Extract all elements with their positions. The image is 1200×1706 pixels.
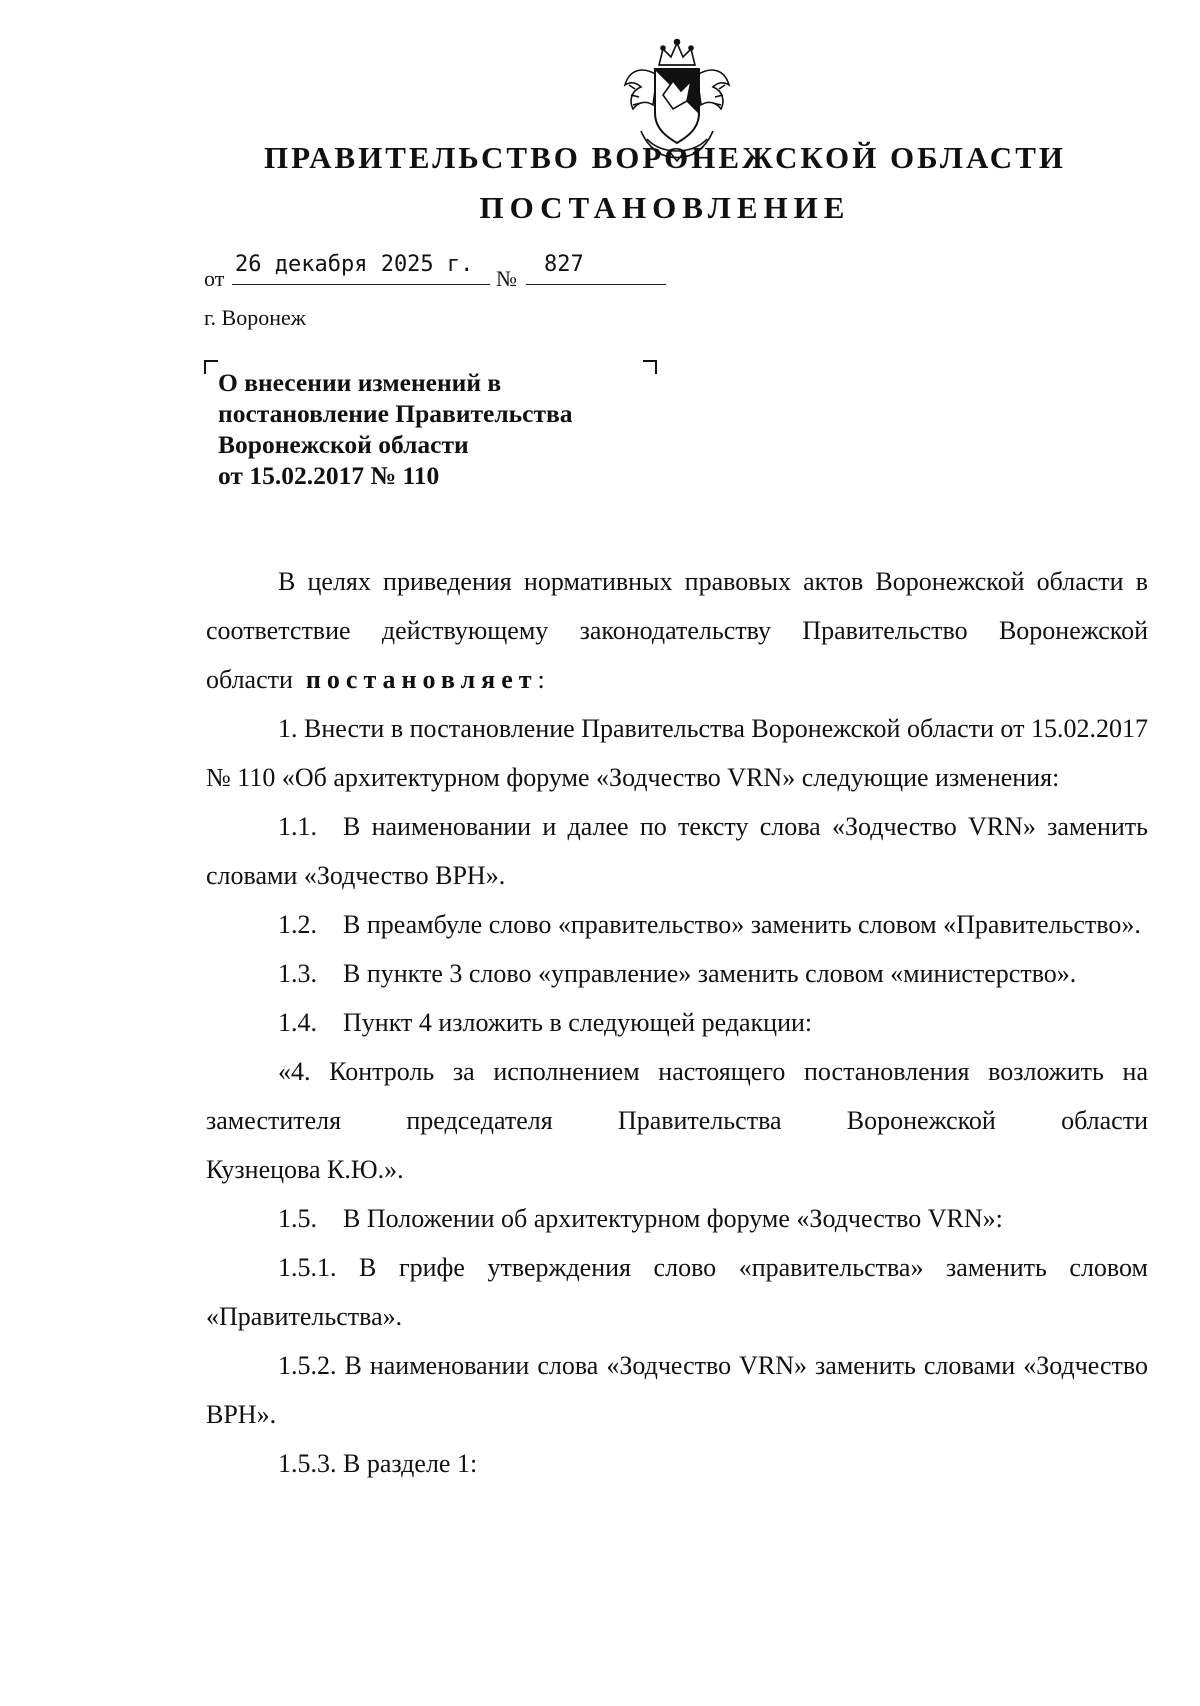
preamble-keyword: постановляет: [305, 665, 538, 694]
item-number: 1.5.: [278, 1204, 317, 1233]
paragraph-1-3: [206, 949, 1148, 998]
item-number: 1.1.: [278, 812, 317, 841]
document-body: [206, 557, 1148, 1488]
date-number-line: [204, 252, 684, 292]
paragraph-1-1: [206, 802, 1148, 900]
item-number: 1.3.: [278, 959, 317, 988]
government-title: ПРАВИТЕЛЬСТВО ВОРОНЕЖСКОЙ ОБЛАСТИ: [264, 140, 1066, 175]
number-prefix: №: [496, 266, 517, 291]
preamble-colon: :: [537, 665, 545, 694]
document-number: 827: [544, 252, 584, 277]
item-text: В наименовании и далее по тексту слова «Зодчество VRN» заменить словами «Зодчество ВРН».: [206, 812, 1148, 890]
item-number: 1.2.: [278, 910, 317, 939]
subject-heading: [218, 367, 718, 491]
item-text: Пункт 4 изложить в следующей редакции:: [343, 1008, 813, 1037]
subject-line: постановление Правительства: [218, 399, 573, 428]
paragraph-1-5-3: 1.5.3. В разделе 1:: [278, 1449, 478, 1478]
subject-line: Воронежской области: [218, 430, 469, 459]
paragraph-1-5-2: 1.5.2. В наименовании слова «Зодчество VRN» заменить словами «Зодчество ВРН».: [206, 1351, 1148, 1429]
item-number: 1.4.: [278, 1008, 317, 1037]
paragraph-4-quote-end: Кузнецова К.Ю.».: [206, 1155, 404, 1184]
item-text: В Положении об архитектурном форуме «Зодчество VRN»:: [343, 1204, 1003, 1233]
item-text: В преамбуле слово «правительство» заменить словом «Правительство».: [343, 910, 1141, 939]
subject-line: О внесении изменений в: [218, 368, 502, 397]
subject-corner-left: [204, 360, 218, 374]
document-date: 26 декабря 2025 г.: [235, 252, 474, 277]
paragraph-1-4: [206, 998, 1148, 1047]
subject-line: от 15.02.2017 № 110: [218, 461, 440, 490]
paragraph-4-quote: «4. Контроль за исполнением настоящего постановления возложить на заместителя председателя Правительства Воронежской области: [206, 1057, 1148, 1135]
paragraph-1: 1. Внести в постановление Правительства Воронежской области от 15.02.2017 № 110 «Об архитектурном форуме «Зодчество VRN» следующие изменения:: [206, 714, 1148, 792]
preamble-paragraph: [206, 557, 1148, 704]
document-type-title: ПОСТАНОВЛЕНИЕ: [479, 190, 851, 225]
item-text: В пункте 3 слово «управление» заменить словом «министерство».: [343, 959, 1077, 988]
preamble-text: В целях приведения нормативных правовых актов Воронежской области в соответствие действующему законодательству Правительство Воронежской области: [206, 567, 1148, 694]
date-underline: [232, 284, 490, 285]
paragraph-1-5: [206, 1194, 1148, 1243]
paragraph-1-2: [206, 900, 1148, 949]
city-label: г. Воронеж: [204, 305, 306, 330]
paragraph-1-5-1: 1.5.1. В грифе утверждения слово «правительства» заменить словом «Правительства».: [206, 1253, 1148, 1331]
number-underline: [526, 284, 666, 285]
date-prefix: от: [204, 266, 225, 291]
